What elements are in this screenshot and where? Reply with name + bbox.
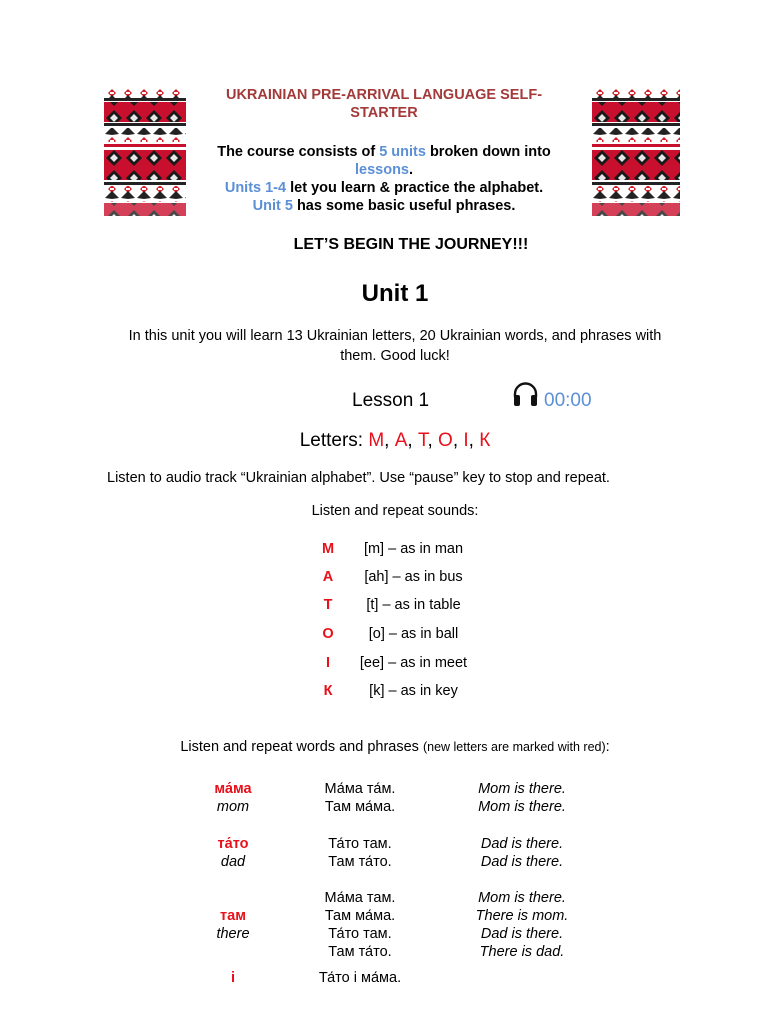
- ornament-left-icon: [104, 88, 186, 216]
- sound-description: [t] – as in table: [366, 597, 461, 613]
- ukrainian-phrase: Там та́то.: [328, 944, 392, 960]
- sound-letter: А: [322, 569, 334, 585]
- ornament-right-icon: [592, 88, 674, 216]
- letter: М: [368, 430, 385, 451]
- letter: О: [438, 430, 453, 451]
- sound-description: [ee] – as in meet: [359, 655, 468, 671]
- letters-label: Letters:: [299, 430, 369, 451]
- headphones-icon[interactable]: [512, 381, 539, 408]
- english-phrase: Mom is there.: [478, 799, 566, 815]
- lessons-link[interactable]: lessons: [354, 162, 409, 178]
- sound-letter: М: [321, 541, 335, 557]
- sound-letter: Т: [323, 597, 333, 613]
- english-phrase: There is dad.: [479, 944, 565, 960]
- units-link[interactable]: 5 units: [379, 144, 426, 160]
- letter: К: [479, 430, 491, 451]
- intro-text: The course consists of: [217, 144, 380, 160]
- listen-sounds-instruction: Listen and repeat sounds:: [311, 503, 479, 519]
- words-instruction-note: (new letters are marked with red): [422, 740, 606, 754]
- ukrainian-phrase: Там ма́ма.: [324, 799, 396, 815]
- vocab-word-block: [178, 835, 288, 871]
- letters-line: [0, 430, 768, 452]
- vocab-word: ма́ма: [214, 781, 252, 797]
- separator: ,: [407, 430, 418, 451]
- words-instruction: [0, 739, 768, 755]
- english-phrase: Mom is there.: [478, 890, 566, 906]
- vocab-word-block: [178, 907, 288, 943]
- separator: ,: [452, 430, 464, 451]
- lesson-title: Lesson 1: [352, 390, 430, 411]
- ukrainian-phrase: Ма́ма та́м.: [324, 781, 396, 797]
- sound-letter: О: [322, 626, 334, 642]
- ukrainian-phrase: Та́то і ма́ма.: [318, 970, 402, 986]
- sound-letter: І: [325, 655, 331, 671]
- ukrainian-phrase: Ма́ма там.: [324, 890, 396, 906]
- phrase-block: [296, 780, 424, 816]
- english-phrase: There is mom.: [475, 908, 569, 924]
- sound-row: [300, 683, 500, 705]
- words-instruction-text: :: [605, 739, 610, 755]
- vocab-word-block: [178, 969, 288, 987]
- vocab-translation: dad: [220, 854, 246, 870]
- sound-description: [o] – as in ball: [368, 626, 459, 642]
- sound-letter: К: [323, 683, 333, 699]
- words-instruction-text: Listen and repeat words and phrases: [180, 739, 423, 755]
- separator: ,: [468, 430, 480, 451]
- intro-text: broken down into: [425, 144, 551, 160]
- ukrainian-phrase: Там ма́ма.: [324, 908, 396, 924]
- phrase-block: [296, 835, 424, 871]
- english-block: [452, 889, 592, 961]
- sound-row: [300, 626, 500, 648]
- vocab-word: і: [230, 970, 236, 986]
- intro-text: .: [408, 162, 414, 178]
- sound-row: [300, 655, 500, 677]
- vocab-word: там: [220, 908, 246, 924]
- letter: А: [394, 430, 408, 451]
- unit-description: In this unit you will learn 13 Ukrainian letters, 20 Ukrainian words, and phrases with them. Good luck!: [128, 328, 662, 364]
- english-block: [452, 835, 592, 871]
- english-block: [452, 780, 592, 816]
- journey-heading: LET’S BEGIN THE JOURNEY!!!: [293, 236, 529, 253]
- english-phrase: Dad is there.: [480, 836, 564, 852]
- english-phrase: Mom is there.: [478, 781, 566, 797]
- english-phrase: Dad is there.: [480, 926, 564, 942]
- sound-description: [m] – as in man: [363, 541, 464, 557]
- intro-text: let you learn & practice the alphabet.: [286, 180, 544, 196]
- sound-row: [300, 541, 500, 563]
- ukrainian-phrase: Та́то там.: [328, 836, 392, 852]
- sound-row: [300, 597, 500, 619]
- units-1-4-link[interactable]: Units 1-4: [224, 180, 287, 196]
- ukrainian-phrase: Там та́то.: [328, 854, 392, 870]
- course-intro: [200, 143, 568, 215]
- unit-title: Unit 1: [361, 280, 429, 307]
- separator: ,: [427, 430, 439, 451]
- audio-timer[interactable]: 00:00: [544, 390, 592, 411]
- english-phrase: Dad is there.: [480, 854, 564, 870]
- vocab-translation: mom: [216, 799, 250, 815]
- unit-5-link[interactable]: Unit 5: [252, 198, 293, 214]
- phrase-block: [296, 889, 424, 961]
- sound-description: [k] – as in key: [369, 683, 458, 699]
- course-title: UKRAINIAN PRE-ARRIVAL LANGUAGE SELF-STARTER: [225, 87, 543, 121]
- vocab-translation: there: [216, 926, 250, 942]
- phrase-block: [296, 969, 424, 987]
- ukrainian-phrase: Та́то там.: [328, 926, 392, 942]
- listen-audio-instruction: Listen to audio track “Ukrainian alphabet”. Use “pause” key to stop and repeat.: [107, 470, 610, 486]
- separator: ,: [384, 430, 395, 451]
- letter: Т: [417, 430, 428, 451]
- vocab-word: та́то: [217, 836, 249, 852]
- sound-row: [300, 569, 500, 591]
- vocab-word-block: [178, 780, 288, 816]
- letter: І: [463, 430, 469, 451]
- intro-text: has some basic useful phrases.: [292, 198, 516, 214]
- sound-description: [ah] – as in bus: [364, 569, 463, 585]
